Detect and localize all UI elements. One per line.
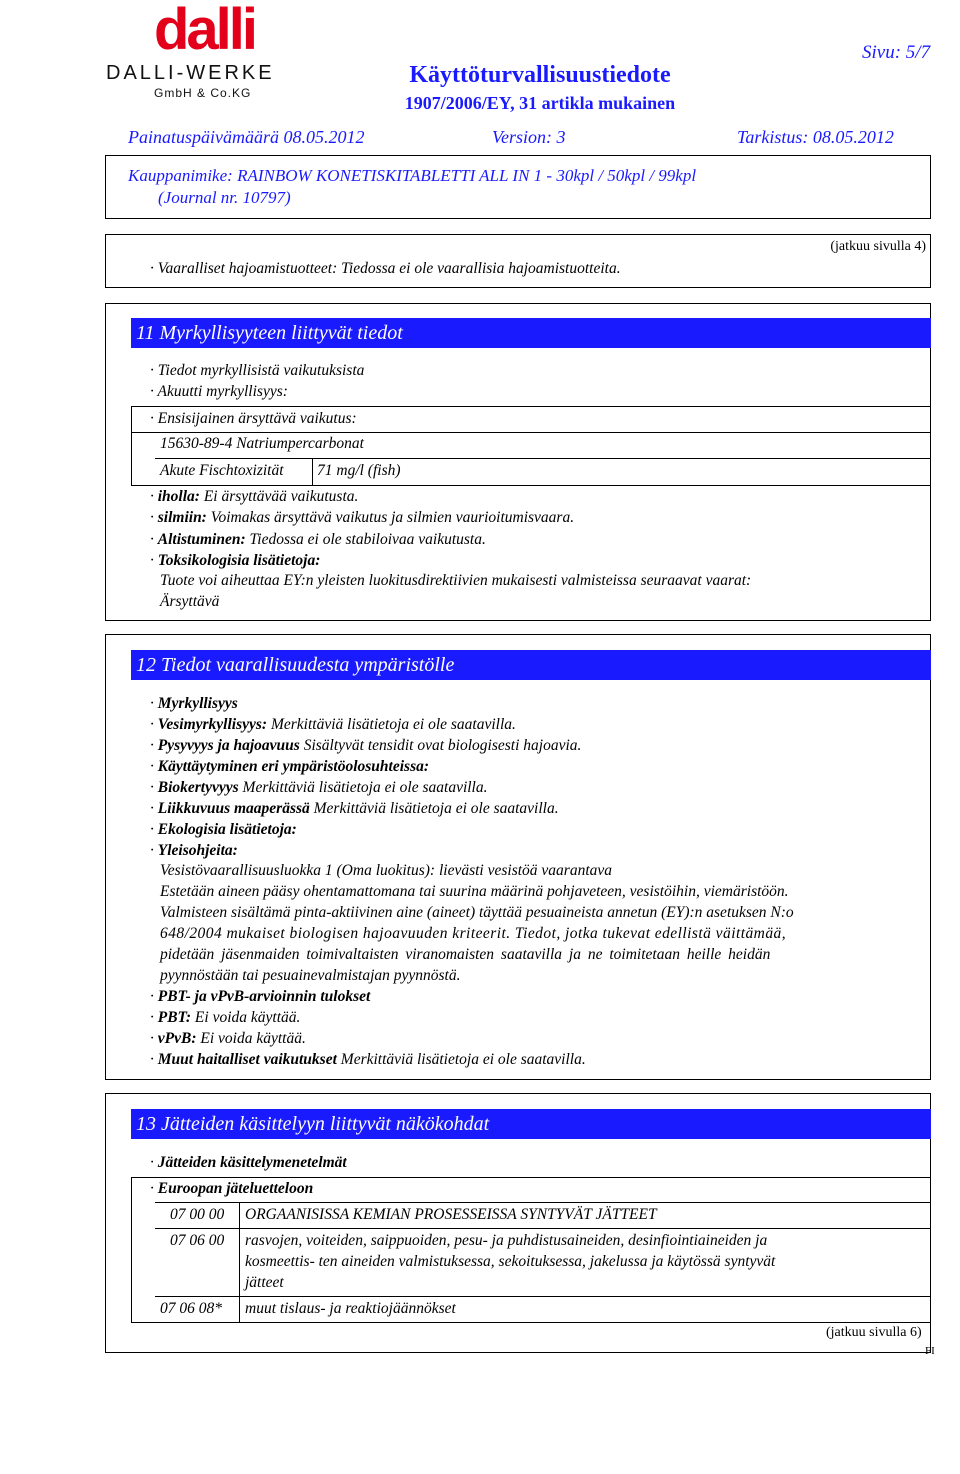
s11-extra-text: Tuote voi aiheuttaa EY:n yleisten luokitusdirektiivien mukaisesti valmisteissa seuraavat vaarat: — [160, 572, 752, 589]
language-code: FI — [925, 1345, 935, 1357]
s12-p2: Estetään aineen pääsy ohentamattomana tai suurina määrinä pohjaveteen, vesistöihin, viemäristöön. — [160, 883, 789, 900]
s12-toxicity-label: Myrkyllisyys — [157, 695, 238, 712]
hazardous-decomposition-value: Tiedossa ei ole vaarallisia hajoamistuotteita. — [341, 260, 621, 277]
s12-pbt2-value: Ei voida käyttää. — [194, 1009, 301, 1026]
s11-sens-value: Tiedossa ei ole stabiloivaa vaikutusta. — [249, 531, 486, 548]
s11-extra: · Toksikologisia lisätietoja: — [150, 552, 321, 569]
page-number: Sivu: 5/7 — [862, 42, 931, 63]
s13-sep-3 — [155, 1296, 931, 1297]
s11-table-sep-1 — [131, 432, 931, 433]
s12-eco: · Ekologisia lisätietoja: — [150, 821, 297, 838]
s12-pbt2-label: PBT: — [157, 1009, 192, 1026]
s13-row-3-text: muut tislaus- ja reaktiojäännökset — [245, 1300, 456, 1317]
s13-row-1-code: 07 00 00 — [170, 1206, 225, 1223]
s12-other-value: Merkittäviä lisätietoja ei ole saatavilla. — [340, 1051, 586, 1068]
s12-vpvb: · vPvB: Ei voida käyttää. — [150, 1030, 306, 1047]
s13-methods-label: Jätteiden käsittelymenetelmät — [157, 1154, 347, 1171]
s13-row-2-text-1: rasvojen, voiteiden, saippuoiden, pesu- ja puhdistusaineiden, desinfiointiaineiden ja — [245, 1232, 768, 1249]
s12-other: · Muut haitalliset vaikutukset Merkittäviä lisätietoja ei ole saatavilla. — [150, 1051, 586, 1068]
s13-row-2-text-3: jätteet — [245, 1274, 284, 1291]
s11-line-1: · Tiedot myrkyllisistä vaikutuksista — [150, 362, 365, 379]
s12-aquatic-label: Vesimyrkyllisyys: — [157, 716, 268, 733]
s11-toxic-effects: Tiedot myrkyllisistä vaikutuksista — [157, 362, 365, 379]
s12-general: · Yleisohjeita: — [150, 842, 238, 859]
s12-mobility: · Liikkuvuus maaperässä Merkittäviä lisätietoja ei ole saatavilla. — [150, 800, 559, 817]
s12-vpvb-value: Ei voida käyttää. — [200, 1030, 306, 1047]
s13-row-2-code: 07 06 00 — [170, 1232, 225, 1249]
s12-bioaccumulation: · Biokertyvyys Merkittäviä lisätietoja ei ole saatavilla. — [150, 779, 488, 796]
s11-tox-label: Akute Fischtoxizität — [160, 462, 284, 479]
s12-other-label: Muut haitalliset vaikutukset — [157, 1051, 337, 1068]
s11-eyes-value: Voimakas ärsyttävä vaikutus ja silmien vaurioitumisvaara. — [210, 509, 575, 526]
s12-pbt-label: PBT- ja vPvB-arvioinnin tulokset — [157, 988, 371, 1005]
s11-skin: · iholla: Ei ärsyttävää vaikutusta. — [150, 488, 359, 505]
s12-aquatic-value: Merkittäviä lisätietoja ei ole saatavilla. — [270, 716, 516, 733]
trade-name: Kauppanimike: RAINBOW KONETISKITABLETTI ALL IN 1 - 30kpl / 50kpl / 99kpl — [128, 166, 697, 185]
s11-line-3: · Ensisijainen ärsyttävä vaikutus: — [150, 410, 357, 427]
s13-vsep — [239, 1202, 240, 1323]
s12-eco-label: Ekologisia lisätietoja: — [157, 821, 297, 838]
s13-methods: · Jätteiden käsittelymenetelmät — [150, 1154, 347, 1171]
s12-bio-value: Merkittäviä lisätietoja ei ole saatavilla. — [242, 779, 488, 796]
document-title: Käyttöturvallisuustiedote — [409, 62, 671, 88]
hazardous-decomposition-label: Vaaralliset hajoamistuotteet: — [157, 260, 338, 277]
s12-mobility-value: Merkittäviä lisätietoja ei ole saatavilla. — [313, 800, 559, 817]
s12-persistence-value: Sisältyvät tensidit ovat biologisesti hajoavia. — [303, 737, 582, 754]
s11-sensitisation: · Altistuminen: Tiedossa ei ole stabiloivaa vaikutusta. — [150, 531, 486, 548]
s11-eyes: · silmiin: Voimakas ärsyttävä vaikutus ja silmien vaurioitumisvaara. — [150, 509, 575, 526]
version: Version: 3 — [492, 127, 566, 147]
s12-toxicity: · Myrkyllisyys — [150, 695, 238, 712]
print-date: Painatuspäivämäärä 08.05.2012 — [128, 127, 365, 147]
revision-date: Tarkistus: 08.05.2012 — [737, 127, 894, 147]
s12-p3a: Valmisteen sisältämä pinta-aktiivinen aine (aineet) täyttää pesuaineista annetun (EY):n asetuksen N:o — [160, 904, 794, 921]
s13-catalogue-label: Euroopan jäteluetteloon — [157, 1180, 314, 1197]
s12-mobility-label: Liikkuvuus maaperässä — [157, 800, 310, 817]
s12-vpvb-label: vPvB: — [157, 1030, 197, 1047]
s11-table-sep-2 — [155, 458, 931, 459]
s12-p3b: 648/2004 mukaiset biologisen hajoavuuden kriteerit. Tiedot, jotka tukevat edellistä väittämää, — [160, 925, 787, 942]
s12-p3c: pidetään jäsenmaiden toimivaltaisten viranomaisten saatavilla ja ne toimitetaan heille heidän — [160, 946, 771, 963]
s13-sep-2 — [155, 1228, 931, 1229]
hazardous-decomposition: · Vaaralliset hajoamistuotteet: Tiedossa ei ole vaarallisia hajoamistuotteita. — [150, 260, 621, 277]
s11-extra-hazard: Ärsyttävä — [160, 593, 220, 610]
s11-sens-label: Altistuminen: — [157, 531, 246, 548]
s12-pbt: · PBT: Ei voida käyttää. — [150, 1009, 301, 1026]
continued-to: (jatkuu sivulla 6) — [826, 1325, 922, 1340]
continuation-box — [105, 234, 931, 288]
s13-row-1-text: ORGAANISISSA KEMIAN PROSESSEISSA SYNTYVÄT JÄTTEET — [245, 1206, 657, 1223]
s11-cas-row: 15630-89-4 Natriumpercarbonat — [160, 435, 364, 452]
section-12-title: 12 Tiedot vaarallisuudesta ympäristölle — [131, 650, 931, 680]
s13-european-catalogue: · Euroopan jäteluetteloon — [150, 1180, 314, 1197]
s11-acute-toxicity: Akuutti myrkyllisyys: — [157, 383, 288, 400]
s12-persistence: · Pysyvyys ja hajoavuus Sisältyvät tensidit ovat biologisesti hajoavia. — [150, 737, 582, 754]
s12-persistence-label: Pysyvyys ja hajoavuus — [157, 737, 300, 754]
company-logo — [104, 0, 314, 100]
s12-behaviour-label: Käyttäytyminen eri ympäristöolosuhteissa: — [157, 758, 430, 775]
logo-wordmark: dalli — [154, 0, 256, 62]
s11-extra-label: Toksikologisia lisätietoja: — [157, 552, 321, 569]
document-subtitle: 1907/2006/EY, 31 artikla mukainen — [404, 93, 676, 113]
s12-behaviour: · Käyttäytyminen eri ympäristöolosuhteissa: — [150, 758, 430, 775]
continued-from: (jatkuu sivulla 4) — [830, 239, 926, 254]
s12-pbt-results: · PBT- ja vPvB-arvioinnin tulokset — [150, 988, 371, 1005]
s12-p1: Vesistövaarallisuusluokka 1 (Oma luokitus): lievästi vesistöä vaarantava — [160, 862, 613, 879]
section-13-title: 13 Jätteiden käsittelyyn liittyvät näkökohdat — [131, 1109, 931, 1139]
s12-p3d: pyynnöstään tai pesuainevalmistajan pyynnöstä. — [160, 967, 461, 984]
s12-general-label: Yleisohjeita: — [157, 842, 238, 859]
s13-sep-1 — [155, 1202, 931, 1203]
s11-tox-value: 71 mg/l (fish) — [317, 462, 401, 479]
s11-table-vsep — [312, 458, 313, 486]
s11-skin-label: iholla: — [157, 488, 200, 505]
trade-name-box — [105, 155, 931, 219]
s13-row-3-code: 07 06 08* — [160, 1300, 222, 1317]
s11-line-2: · Akuutti myrkyllisyys: — [150, 383, 288, 400]
s11-eyes-label: silmiin: — [157, 509, 207, 526]
s12-aquatic: · Vesimyrkyllisyys: Merkittäviä lisätietoja ei ole saatavilla. — [150, 716, 516, 733]
journal-number: (Journal nr. 10797) — [158, 188, 291, 207]
section-11-title: 11 Myrkyllisyyteen liittyvät tiedot — [131, 318, 931, 348]
logo-subtitle: GmbH & Co.KG — [154, 86, 252, 100]
s13-row-2-text-2: kosmeettis- ten aineiden valmistuksessa, sekoituksessa, jakelussa ja käytössä syntyvät — [245, 1253, 776, 1270]
s11-skin-value: Ei ärsyttävää vaikutusta. — [203, 488, 359, 505]
s12-bio-label: Biokertyvyys — [157, 779, 239, 796]
s11-primary-irritant: Ensisijainen ärsyttävä vaikutus: — [157, 410, 357, 427]
logo-company: DALLI-WERKE — [106, 62, 275, 84]
